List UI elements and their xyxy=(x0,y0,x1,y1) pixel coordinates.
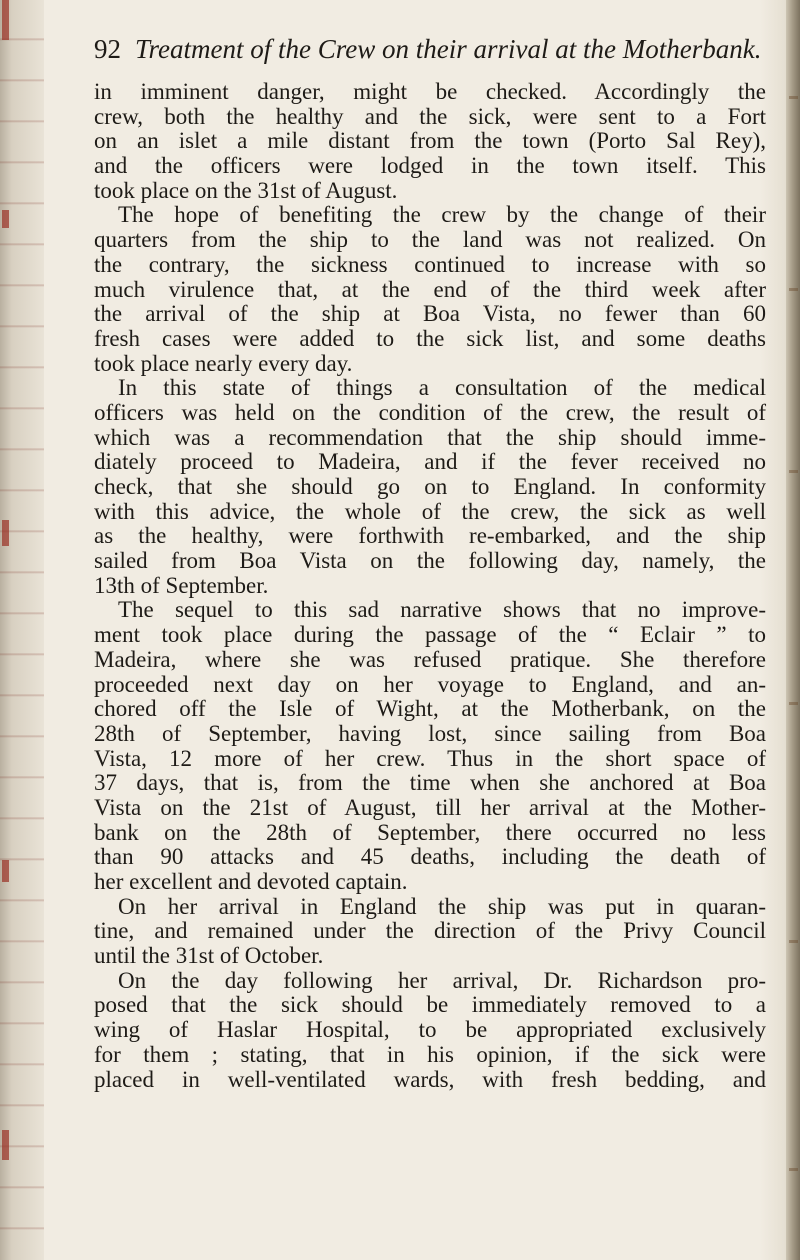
text-line: as the healthy, were forthwith re-embarked, and the ship xyxy=(94,523,766,549)
edge-mark xyxy=(789,288,798,291)
text-line: On her arrival in England the ship was put in quaran- xyxy=(118,893,766,919)
text-line: took place on the 31st of August. xyxy=(94,177,398,203)
text-line: proceeded next day on her voyage to England, and an- xyxy=(94,671,766,697)
text-line: 37 days, that is, from the time when she anchored at Boa xyxy=(94,770,766,796)
text-line: The hope of benefiting the crew by the change of their xyxy=(118,202,766,228)
text-line: On the day following her arrival, Dr. Richardson pro- xyxy=(118,967,766,993)
binding-stain xyxy=(2,860,9,882)
text-line: sailed from Boa Vista on the following day, namely, the xyxy=(94,548,766,574)
page-number: 92 xyxy=(94,34,121,64)
text-line: check, that she should go on to England. In conformity xyxy=(94,474,766,499)
body-text xyxy=(94,80,766,1092)
text-line: Vista, 12 more of her crew. Thus in the short space of xyxy=(94,745,766,771)
text-line: bank on the 28th of September, there occurred no less xyxy=(94,819,766,845)
text-line: ment took place during the passage of the “ Eclair ” to xyxy=(94,622,766,648)
edge-mark xyxy=(789,940,798,943)
text-line: until the 31st of October. xyxy=(94,943,324,969)
binding-stain xyxy=(2,210,9,228)
text-line: than 90 attacks and 45 deaths, including the death of xyxy=(94,844,766,870)
text-line: 13th of September. xyxy=(94,572,269,598)
text-line: 28th of September, having lost, since sailing from Boa xyxy=(94,720,766,746)
edge-mark xyxy=(789,1168,798,1171)
text-line: took place nearly every day. xyxy=(94,350,353,376)
binding-stain xyxy=(2,520,9,546)
page-header xyxy=(94,34,774,70)
text-line: for them ; stating, that in his opinion, if the sick were xyxy=(94,1041,766,1067)
text-line: which was a recommendation that the ship should imme- xyxy=(94,424,766,450)
page-fore-edge xyxy=(786,0,800,1260)
binding-stain xyxy=(2,1130,9,1160)
text-line: The sequel to this sad narrative shows that no improve- xyxy=(118,597,766,623)
text-line: the contrary, the sickness continued to increase with so xyxy=(94,251,766,277)
text-line: her excellent and devoted captain. xyxy=(94,869,408,894)
text-line: posed that the sick should be immediately removed to a xyxy=(94,992,766,1018)
text-line: with this advice, the whole of the crew, the sick as well xyxy=(94,498,766,524)
text-line: and the officers were lodged in the town itself. This xyxy=(94,153,766,179)
text-line: chored off the Isle of Wight, at the Motherbank, on the xyxy=(94,696,766,722)
running-head: Treatment of the Crew on their arrival at the Motherbank. xyxy=(135,34,762,64)
text-line: diately proceed to Madeira, and if the fever received no xyxy=(94,449,766,475)
edge-mark xyxy=(789,702,798,705)
edge-mark xyxy=(789,470,798,473)
text-line: Vista on the 21st of August, till her arrival at the Mother- xyxy=(94,794,766,820)
edge-mark xyxy=(789,96,798,99)
text-line: in imminent danger, might be checked. Accordingly the xyxy=(94,79,766,104)
text-line: In this state of things a consultation of the medical xyxy=(118,375,766,401)
text-line: on an islet a mile distant from the town (Porto Sal Rey), xyxy=(94,128,766,154)
binding-stain xyxy=(2,0,9,40)
page-binding-edge xyxy=(0,0,44,1260)
text-line: crew, both the healthy and the sick, were sent to a Fort xyxy=(94,103,766,129)
text-line: placed in well-ventilated wards, with fresh bedding, and xyxy=(94,1066,766,1092)
text-line: much virulence that, at the end of the third week after xyxy=(94,276,766,302)
text-line: wing of Haslar Hospital, to be appropriated exclusively xyxy=(94,1017,766,1043)
text-line: tine, and remained under the direction of the Privy Council xyxy=(94,918,766,944)
text-line: fresh cases were added to the sick list, and some deaths xyxy=(94,325,766,351)
text-line: Madeira, where she was refused pratique. She therefore xyxy=(94,646,766,672)
text-line: officers was held on the condition of the crew, the result of xyxy=(94,399,766,425)
text-line: the arrival of the ship at Boa Vista, no fewer than 60 xyxy=(94,301,766,327)
text-line: quarters from the ship to the land was not realized. On xyxy=(94,227,766,253)
